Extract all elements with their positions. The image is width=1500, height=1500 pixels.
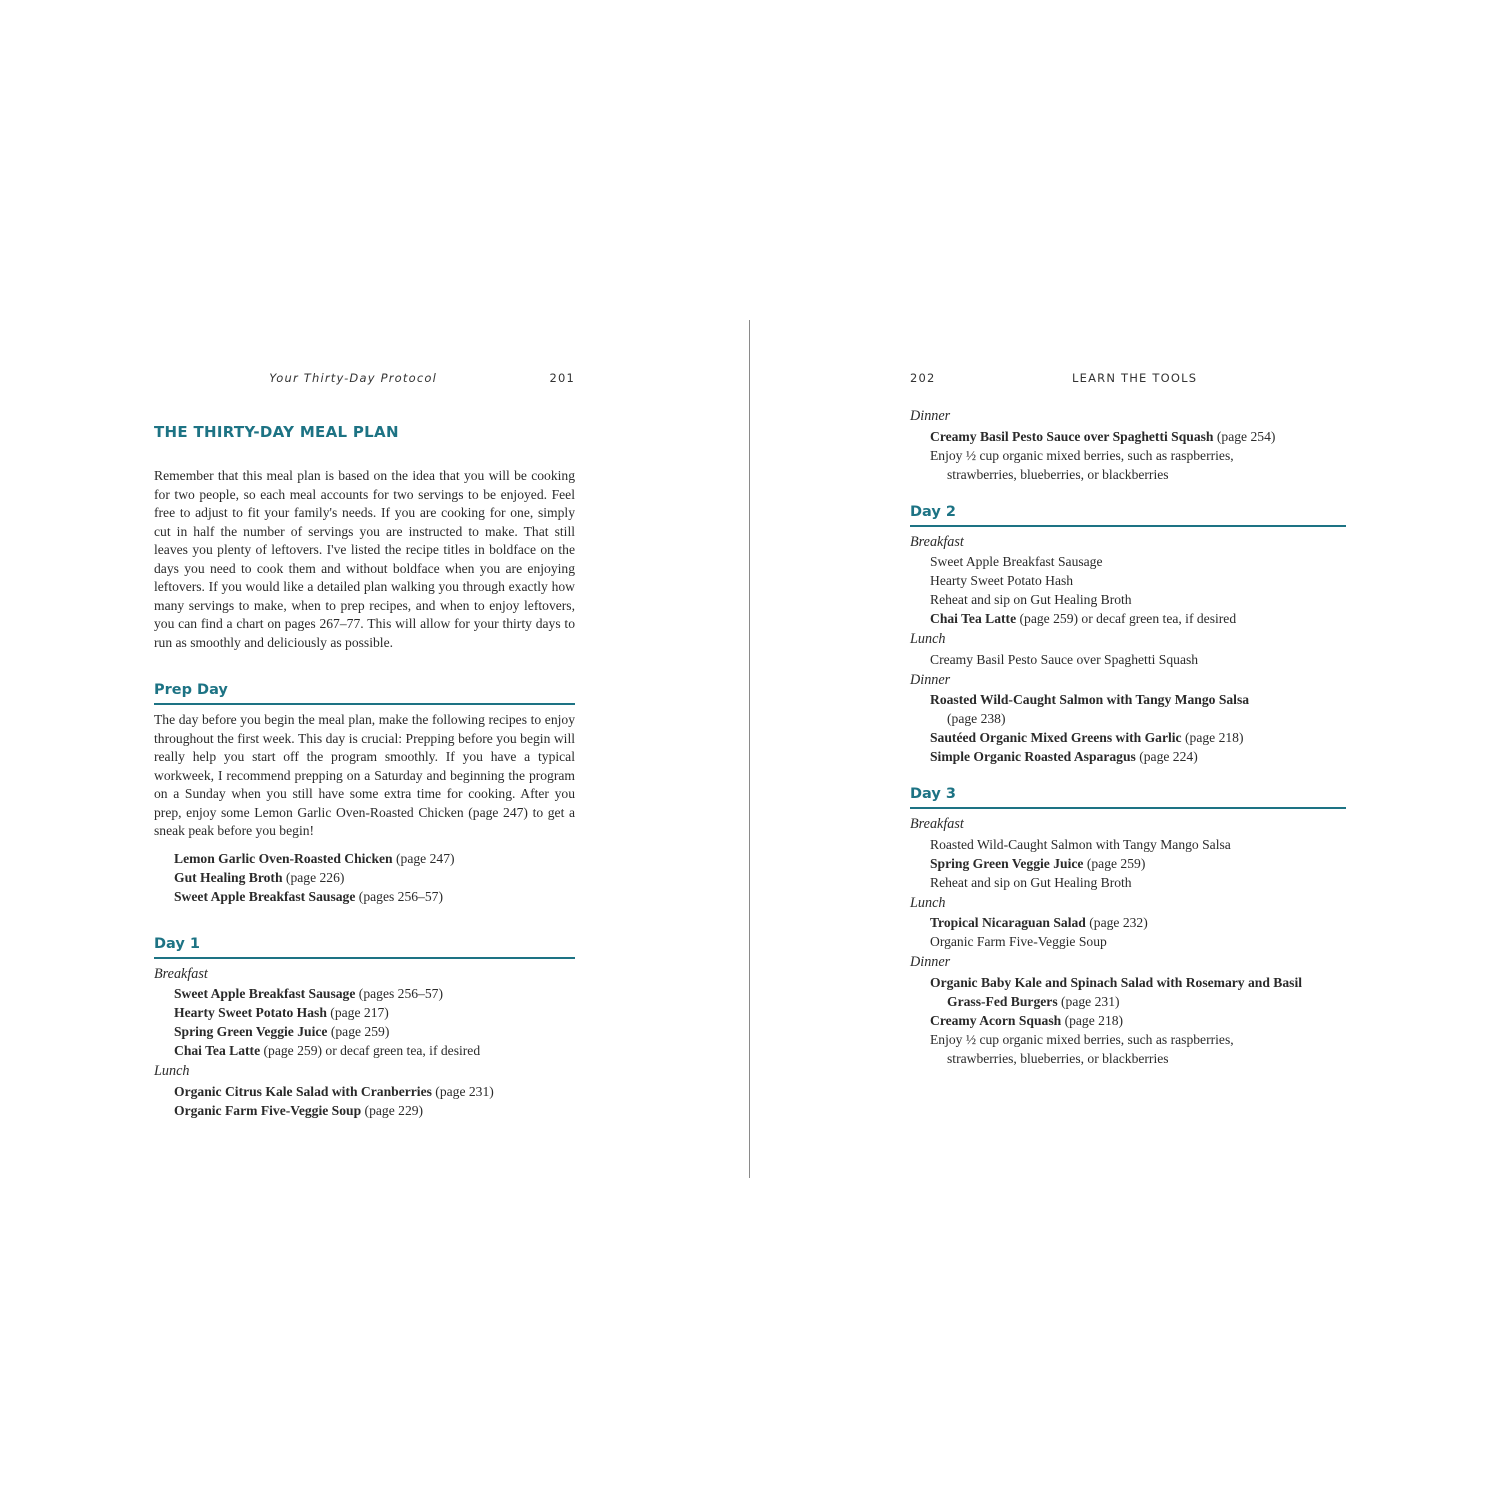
list-item <box>910 1030 1346 1068</box>
list-item <box>910 650 1346 669</box>
recipe-page-ref: (page 232) <box>1085 915 1148 930</box>
recipe-title: Organic Farm Five-Veggie Soup <box>174 1102 362 1118</box>
recipe-title: Spring Green Veggie Juice <box>174 1024 328 1039</box>
recipe-title: Creamy Acorn Squash <box>930 1012 1062 1028</box>
list-item <box>910 571 1346 590</box>
meal-label-dinner: Dinner <box>910 954 951 970</box>
recipe-page-ref: (page 231) <box>431 1083 494 1099</box>
section-heading: Prep Day <box>154 682 575 705</box>
right-page <box>910 368 1346 1068</box>
list-item <box>910 552 1346 571</box>
list-item <box>910 609 1346 628</box>
meal-label-lunch: Lunch <box>910 631 946 647</box>
recipe-title: Sweet Apple Breakfast Sausage <box>174 986 356 1001</box>
list-item <box>910 913 1346 932</box>
prep-day-text: The day before you begin the meal plan, make the following recipes to enjoy throughout the first week. This day is crucial: Prepping before you begin will really help you start off the program smoothly. If you have a typical workweek, I recommend prepping on a Saturday and beginning the program on a Sunday when you still have some extra time for cooking. After you prep, enjoy some Lemon Garlic Oven-Roasted Chicken (page 247) to get a sneak peak before you begin! <box>154 712 575 838</box>
list-item <box>910 446 1346 484</box>
list-item <box>910 1011 1346 1030</box>
recipe-page-ref: (page 226) <box>282 869 345 885</box>
recipe-title-continued: Grass-Fed Burgers <box>947 993 1058 1009</box>
recipe-page-ref: (pages 256–57) <box>355 888 443 904</box>
day-1-dinner-continued <box>910 407 1346 484</box>
recipe-title: Chai Tea Latte <box>930 611 1017 626</box>
prep-recipe-list <box>154 849 575 906</box>
recipe-title: Gut Healing Broth <box>174 869 283 885</box>
recipe-title: Creamy Basil Pesto Sauce over Spaghetti Squash <box>930 428 1214 444</box>
list-item <box>910 932 1346 951</box>
recipe-text-continued <box>930 992 1346 1011</box>
recipe-text-continued: strawberries, blueberries, or blackberries <box>947 1050 1169 1066</box>
recipe-page-ref: (page 259) or decaf green tea, if desired <box>260 1043 481 1058</box>
list-item <box>910 590 1346 609</box>
list-item <box>154 1082 575 1101</box>
meal-label-breakfast: Breakfast <box>910 533 964 550</box>
day-1-section <box>154 936 575 1120</box>
recipe-page-ref: (page 259) or decaf green tea, if desired <box>1016 611 1237 626</box>
recipe-page-ref: (page 259) <box>1083 855 1146 871</box>
prep-day-section <box>154 682 575 906</box>
recipe-page-ref: (page 218) <box>1181 730 1244 745</box>
list-item <box>910 854 1346 873</box>
day-3-section <box>910 786 1346 1068</box>
recipe-title: Tropical Nicaraguan Salad <box>930 915 1086 930</box>
meal-label-lunch: Lunch <box>910 894 946 911</box>
recipe-text: Organic Farm Five-Veggie Soup <box>930 934 1107 949</box>
section-heading: Day 2 <box>910 504 1346 527</box>
recipe-title: Spring Green Veggie Juice <box>930 855 1084 871</box>
recipe-title: Organic Baby Kale and Spinach Salad with Rosemary and Basil <box>930 974 1303 990</box>
meal-label-lunch: Lunch <box>154 1063 190 1079</box>
recipe-title: Hearty Sweet Potato Hash <box>174 1005 327 1020</box>
recipe-title: Lemon Garlic Oven-Roasted Chicken <box>174 850 393 866</box>
running-header <box>910 368 1346 390</box>
recipe-page-ref: (page 224) <box>1135 749 1198 764</box>
list-item <box>910 973 1346 1011</box>
chapter-title: THE THIRTY-DAY MEAL PLAN <box>154 423 399 441</box>
meal-label-dinner: Dinner <box>910 408 951 424</box>
list-item <box>910 690 1346 728</box>
list-item <box>910 873 1346 892</box>
recipe-page-ref: (page 218) <box>1061 1012 1124 1028</box>
recipe-title: Organic Citrus Kale Salad with Cranberries <box>174 1083 432 1099</box>
recipe-page-ref: (pages 256–57) <box>355 986 443 1001</box>
list-item <box>154 887 575 906</box>
list-item <box>154 1101 575 1120</box>
recipe-text: Creamy Basil Pesto Sauce over Spaghetti Squash <box>930 651 1199 667</box>
list-item <box>910 728 1346 747</box>
recipe-title: Sautéed Organic Mixed Greens with Garlic <box>930 730 1182 745</box>
list-item <box>154 984 575 1003</box>
list-item <box>910 835 1346 854</box>
recipe-text: Hearty Sweet Potato Hash <box>930 573 1074 588</box>
recipe-text: Enjoy ½ cup organic mixed berries, such as raspberries, <box>930 447 1234 463</box>
intro-paragraph: Remember that this meal plan is based on the idea that you will be cooking for two people, so each meal accounts for two servings to be enjoyed. Feel free to adjust to fit your family's needs. If you are cooking for one, simply cut in half the number of servings you are instructed to make. That still leaves you plenty of leftovers. I've listed the recipe titles in boldface on the days you need to cook them and without boldface when you are enjoying leftovers. If you would like a detailed plan walking you through exactly how many servings to make, when to prep recipes, and when to enjoy leftovers, you can find a chart on pages 267–77. This will allow for your thirty days to run as smoothly and deliciously as possible. <box>154 468 575 650</box>
page-number: 201 <box>549 371 575 385</box>
recipe-text: Enjoy ½ cup organic mixed berries, such as raspberries, <box>930 1031 1234 1047</box>
recipe-page-ref: (page 259) <box>327 1024 390 1039</box>
left-page <box>154 368 575 1120</box>
list-item <box>154 849 575 868</box>
book-gutter <box>749 320 750 1178</box>
page-number: 202 <box>910 371 936 385</box>
list-item <box>154 1022 575 1041</box>
running-title: LEARN THE TOOLS <box>1072 371 1198 385</box>
recipe-title: Sweet Apple Breakfast Sausage <box>174 888 356 904</box>
recipe-text: Reheat and sip on Gut Healing Broth <box>930 874 1132 890</box>
meal-label-dinner: Dinner <box>910 671 951 688</box>
recipe-text: Sweet Apple Breakfast Sausage <box>930 554 1103 569</box>
running-header <box>154 368 575 390</box>
recipe-text: Reheat and sip on Gut Healing Broth <box>930 592 1132 607</box>
recipe-text: Roasted Wild-Caught Salmon with Tangy Mango Salsa <box>930 836 1231 852</box>
meal-label-breakfast: Breakfast <box>154 965 208 982</box>
section-heading: Day 3 <box>910 786 1346 809</box>
list-item <box>910 747 1346 766</box>
meal-label-breakfast: Breakfast <box>910 816 964 832</box>
recipe-page-ref: (page 229) <box>361 1102 424 1118</box>
list-item <box>154 1003 575 1022</box>
recipe-text-continued: strawberries, blueberries, or blackberries <box>947 466 1169 482</box>
day-2-section <box>910 504 1346 767</box>
list-item <box>154 868 575 887</box>
list-item <box>154 1041 575 1060</box>
recipe-page-ref: (page 231) <box>1057 993 1120 1009</box>
recipe-page-ref: (page 217) <box>326 1005 389 1020</box>
running-title: Your Thirty-Day Protocol <box>269 371 437 385</box>
recipe-page-ref: (page 238) <box>947 711 1006 726</box>
recipe-page-ref: (page 254) <box>1213 428 1276 444</box>
section-heading: Day 1 <box>154 936 575 959</box>
recipe-title: Simple Organic Roasted Asparagus <box>930 749 1136 764</box>
recipe-title: Chai Tea Latte <box>174 1043 261 1058</box>
list-item <box>910 427 1346 446</box>
recipe-title: Roasted Wild-Caught Salmon with Tangy Mango Salsa <box>930 692 1250 707</box>
recipe-page-ref: (page 247) <box>392 850 455 866</box>
